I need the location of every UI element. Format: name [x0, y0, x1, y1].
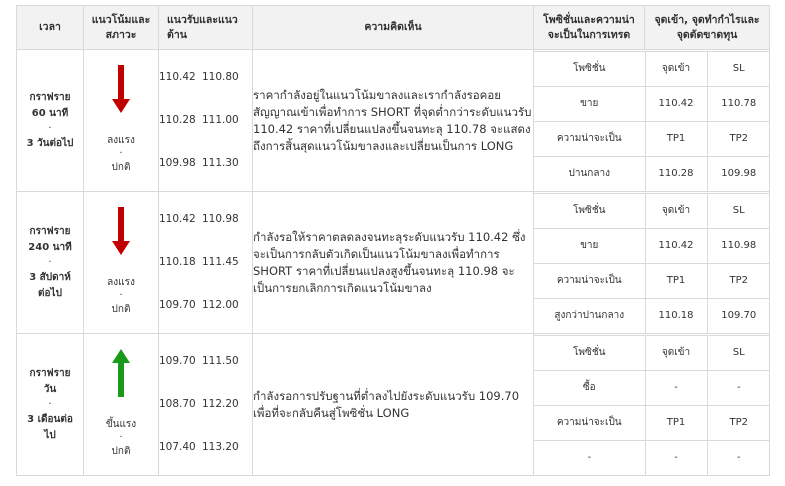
timeframe-text: ·: [48, 122, 52, 134]
entry-value: -: [645, 440, 707, 475]
sr-level-row: [159, 99, 252, 142]
timeframe-text: ต่อไป: [38, 287, 62, 299]
stop-value: SL: [707, 51, 770, 86]
support-level: 109.70: [159, 355, 196, 367]
timeframe-text: 3 วันต่อไป: [26, 137, 74, 149]
entry-value: TP1: [645, 405, 707, 440]
support-level: 109.70: [159, 299, 196, 311]
support-level: 110.18: [159, 256, 196, 268]
stop-value: TP2: [707, 263, 770, 298]
analysis-comment: [253, 334, 534, 476]
position-row: [534, 86, 770, 121]
resistance-level: 111.45: [202, 256, 239, 268]
analysis-text: ราคากำลังอยู่ในแนวโน้มขาลงและเรากำลังรอคอยสัญญาณเข้าเพื่อทำการ SHORT ที่จุดต่ำกว่าระดับแนวรับ 110.42 ราคาที่เปลี่ยนแปลงขึ้นจนทะลุ 110.78 จะแสดงถึงการสิ้นสุดแนวโน้มขาลงและเปลี่ยนเป็นการ LONG: [253, 87, 532, 153]
timeframe-text: 240 นาที: [28, 241, 72, 253]
support-resistance-cell: [159, 192, 253, 334]
analysis-comment: [253, 50, 534, 192]
sr-level-row: [159, 340, 252, 383]
trend-separator: ·: [119, 432, 123, 443]
trend-separator: ·: [119, 148, 123, 159]
position-row: [534, 370, 770, 405]
timeframe-text: 3 สัปดาห์: [29, 271, 71, 283]
trend-state-label: ปกติ: [111, 304, 131, 315]
position-label: ขาย: [534, 228, 645, 263]
analysis-text: กำลังรอการปรับฐานที่ต่ำลงไปยังระดับแนวรับ 109.70 เพื่อที่จะกลับคืนสู่โพซิชั่น LONG: [253, 388, 520, 420]
stop-value: TP2: [707, 405, 770, 440]
position-row: [534, 193, 770, 228]
support-level: 108.70: [159, 398, 196, 410]
position-label: -: [534, 440, 645, 475]
resistance-level: 111.00: [202, 114, 239, 126]
support-resistance-cell: [159, 334, 253, 476]
analysis-comment: [253, 192, 534, 334]
position-subtable: [534, 335, 770, 475]
trend-state-label: ปกติ: [111, 162, 131, 173]
timeframe-text: กราฟราย: [29, 225, 71, 237]
stop-value: TP2: [707, 121, 770, 156]
sr-level-row: [159, 198, 252, 241]
arrow-down-icon: [111, 207, 131, 255]
header-time: เวลา: [17, 6, 84, 50]
entry-value: 110.42: [645, 228, 707, 263]
entry-value: TP1: [645, 263, 707, 298]
header-entry: จุดเข้า, จุดทำกำไรและจุดตัดขาดทุน: [645, 6, 770, 50]
timeframe-text: ไป: [44, 429, 56, 441]
header-support-resistance: แนวรับและแนวต้าน: [159, 6, 253, 50]
header-view: ความคิดเห็น: [253, 6, 534, 50]
stop-value: -: [707, 370, 770, 405]
signal-row: [17, 50, 770, 192]
position-label: ความน่าจะเป็น: [534, 263, 645, 298]
sr-level-row: [159, 284, 252, 327]
resistance-level: 110.80: [202, 71, 239, 83]
position-details: [534, 334, 770, 476]
stop-value: 109.98: [707, 156, 770, 191]
stop-value: SL: [707, 193, 770, 228]
trend-strength-label: ลงแรง: [107, 277, 135, 288]
position-row: [534, 298, 770, 333]
position-row: [534, 440, 770, 475]
trading-signal-table: [16, 5, 770, 476]
timeframe-cell: [17, 334, 84, 476]
header-trend: แนวโน้มและสภาวะ: [84, 6, 159, 50]
entry-value: 110.42: [645, 86, 707, 121]
support-level: 110.42: [159, 71, 196, 83]
position-label: ซื้อ: [534, 370, 645, 405]
sr-level-row: [159, 142, 252, 185]
signal-row: [17, 334, 770, 476]
entry-value: จุดเข้า: [645, 51, 707, 86]
stop-value: SL: [707, 335, 770, 370]
sr-level-row: [159, 426, 252, 469]
resistance-level: 112.00: [202, 299, 239, 311]
position-details: [534, 50, 770, 192]
stop-value: 110.98: [707, 228, 770, 263]
position-row: [534, 335, 770, 370]
stop-value: 109.70: [707, 298, 770, 333]
trend-state-label: ปกติ: [111, 446, 131, 457]
timeframe-text: วัน: [43, 383, 57, 395]
arrow-down-icon: [111, 65, 131, 113]
stop-value: 110.78: [707, 86, 770, 121]
position-label: ความน่าจะเป็น: [534, 405, 645, 440]
signal-row: [17, 192, 770, 334]
timeframe-text: 3 เดือนต่อ: [27, 413, 73, 425]
resistance-level: 110.98: [202, 213, 239, 225]
trend-cell: [84, 192, 159, 334]
trend-cell: [84, 50, 159, 192]
support-level: 107.40: [159, 441, 196, 453]
position-row: [534, 156, 770, 191]
support-resistance-cell: [159, 50, 253, 192]
position-label: โพซิชั่น: [534, 335, 645, 370]
header-position: โพซิชั่นและความน่าจะเป็นในการเทรด: [534, 6, 645, 50]
resistance-level: 111.50: [202, 355, 239, 367]
position-details: [534, 192, 770, 334]
entry-value: จุดเข้า: [645, 335, 707, 370]
arrow-up-icon: [111, 349, 131, 397]
timeframe-text: 60 นาที: [31, 107, 69, 119]
stop-value: -: [707, 440, 770, 475]
sr-level-row: [159, 241, 252, 284]
entry-value: TP1: [645, 121, 707, 156]
position-row: [534, 263, 770, 298]
trend-strength-label: ลงแรง: [107, 135, 135, 146]
resistance-level: 112.20: [202, 398, 239, 410]
timeframe-text: ·: [48, 398, 52, 410]
support-level: 110.28: [159, 114, 196, 126]
position-subtable: [534, 51, 770, 191]
position-label: ปานกลาง: [534, 156, 645, 191]
timeframe-text: ·: [48, 256, 52, 268]
position-label: โพซิชั่น: [534, 193, 645, 228]
trend-cell: [84, 334, 159, 476]
trend-separator: ·: [119, 290, 123, 301]
position-subtable: [534, 193, 770, 333]
position-label: โพซิชั่น: [534, 51, 645, 86]
timeframe-cell: [17, 192, 84, 334]
position-label: ความน่าจะเป็น: [534, 121, 645, 156]
analysis-text: กำลังรอให้ราคาตลดลงจนทะลุระดับแนวรับ 110.42 ซึ่งจะเป็นการกลับตัวเกิดเป็นแนวโน้มขาลงเพื่อทำการ SHORT ราคาที่เปลี่ยนแปลงสูงขึ้นจนทะลุ 110.98 จะเป็นการยกเลิกการเกิดแนวโน้มขาลง: [253, 229, 526, 295]
entry-value: 110.28: [645, 156, 707, 191]
position-row: [534, 228, 770, 263]
position-row: [534, 51, 770, 86]
timeframe-text: กราฟราย: [29, 91, 71, 103]
position-row: [534, 121, 770, 156]
position-label: สูงกว่าปานกลาง: [534, 298, 645, 333]
trend-strength-label: ขึ้นแรง: [105, 419, 137, 430]
sr-level-row: [159, 383, 252, 426]
support-level: 109.98: [159, 157, 196, 169]
resistance-level: 113.20: [202, 441, 239, 453]
sr-level-row: [159, 56, 252, 99]
position-row: [534, 405, 770, 440]
entry-value: จุดเข้า: [645, 193, 707, 228]
entry-value: 110.18: [645, 298, 707, 333]
position-label: ขาย: [534, 86, 645, 121]
timeframe-text: กราฟราย: [29, 367, 71, 379]
resistance-level: 111.30: [202, 157, 239, 169]
entry-value: -: [645, 370, 707, 405]
timeframe-cell: [17, 50, 84, 192]
support-level: 110.42: [159, 213, 196, 225]
